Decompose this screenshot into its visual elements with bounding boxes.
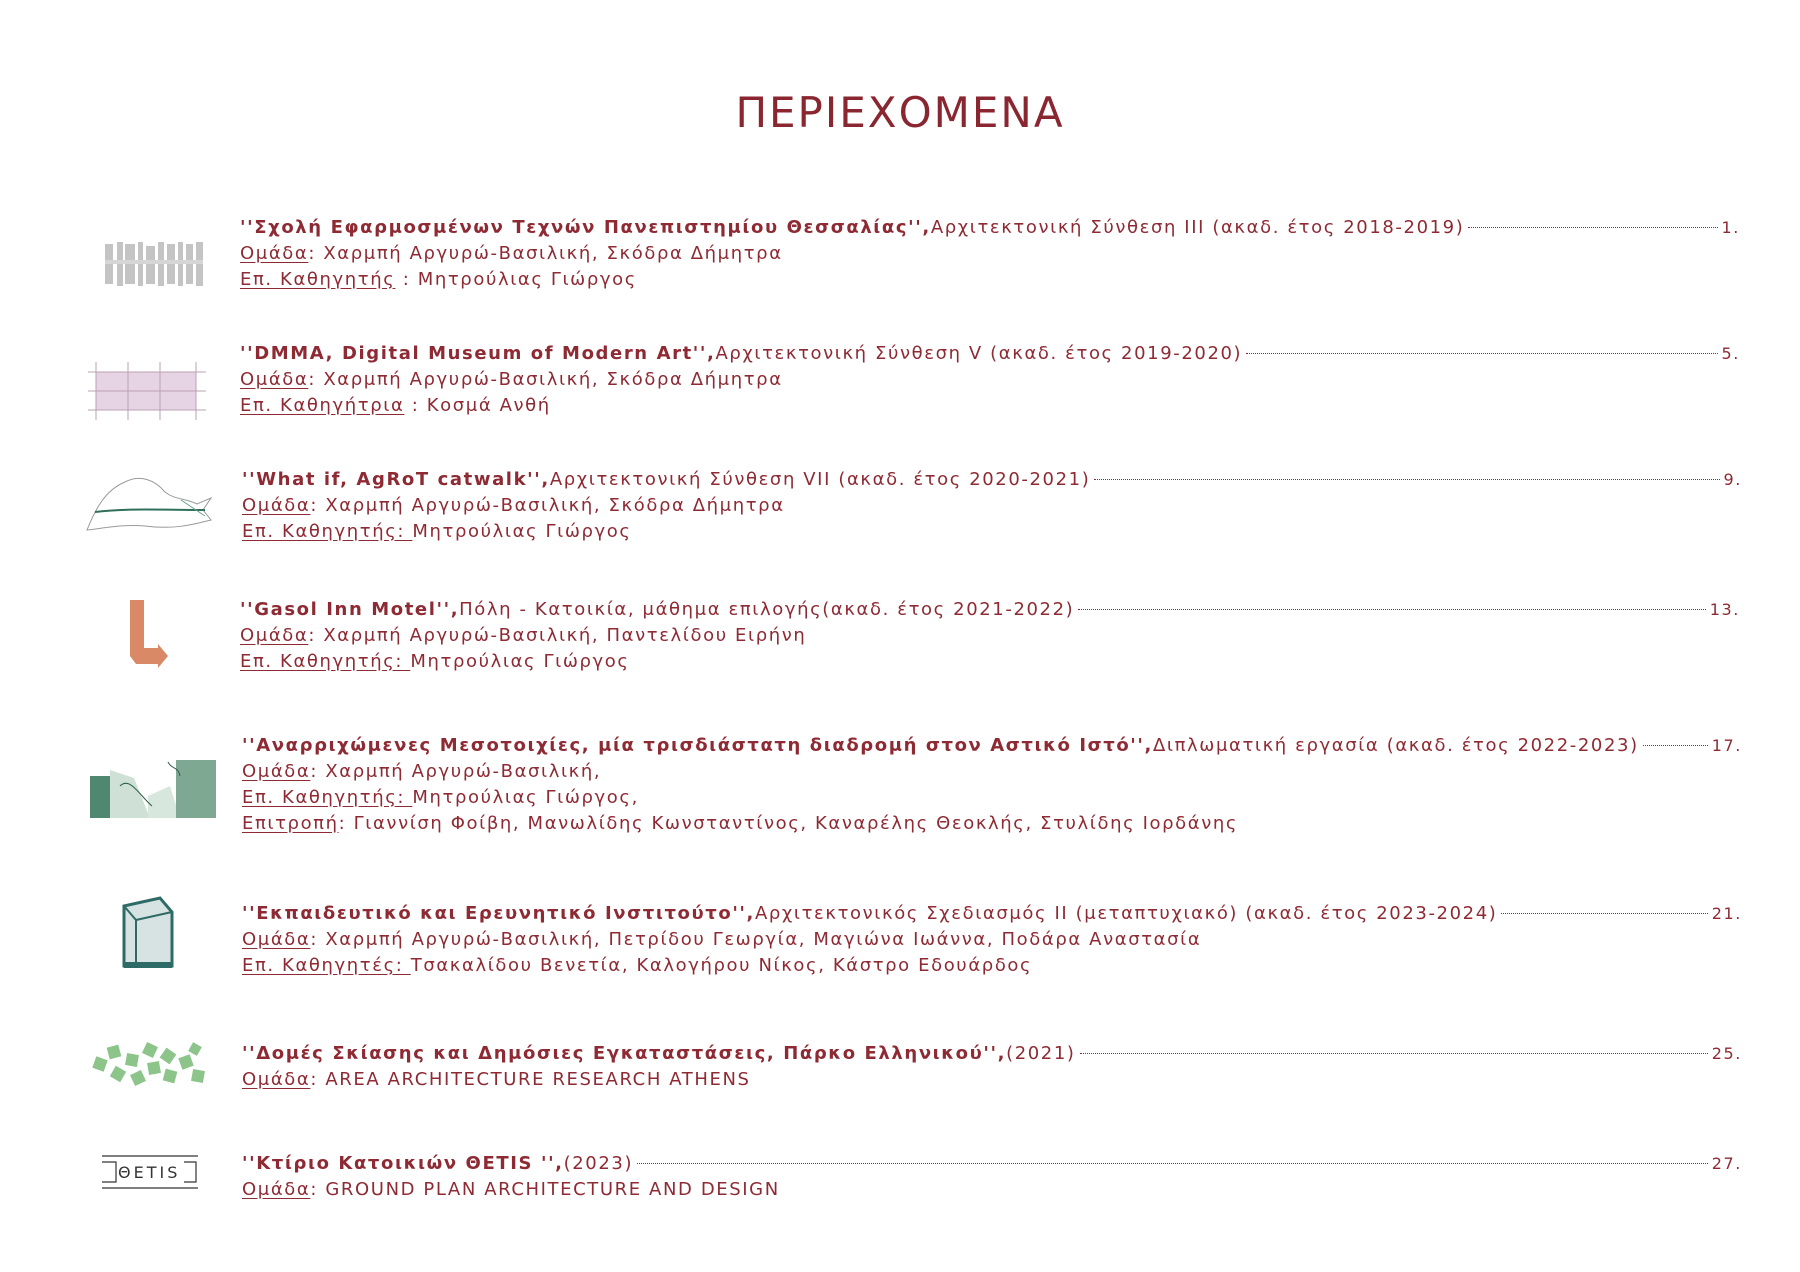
line-text: Τσακαλίδου Βενετία, Καλογήρου Νίκος, Κάστρο Εδουάρδος [410,955,1033,976]
line-text: Μητρούλιας Γιώργος [410,651,630,672]
line-label: Ομάδα [242,761,311,782]
team-line [240,241,1740,267]
line-text: AREA ARCHITECTURE RESEARCH ATHENS [325,1069,751,1090]
line-label: Ομάδα [240,243,309,264]
entry-heading [242,1041,1742,1067]
toc-entry[interactable] [240,215,1740,293]
line-label: Επ. Καθηγητής [240,269,396,290]
team-line [242,927,1742,953]
line-label: Επ. Καθηγητής: [240,651,411,672]
dotted-leader [1468,227,1717,228]
dotted-leader [1080,1053,1708,1054]
dotted-leader [1078,609,1705,610]
museum-grid-thumbnail [88,362,206,420]
toc-entry[interactable] [242,733,1742,837]
line-text: Χαρμπή Αργυρώ-Βασιλική, Παντελίδου Ειρήνη [323,625,807,646]
line-separator: : [310,1069,326,1090]
entry-description: Αρχιτεκτονική Σύνθεση V (ακαδ. έτος 2019-2020) [715,343,1243,364]
line-label: Ομάδα [242,495,311,516]
entry-page-number: 5. [1721,344,1740,363]
dotted-leader [1094,479,1719,480]
toc-entry[interactable] [240,597,1740,675]
line-separator: : [308,243,324,264]
line-text: Μητρούλιας Γιώργος, [412,787,639,808]
line-separator: : [404,395,427,416]
toc-entry[interactable] [242,1151,1742,1203]
entry-title: ''What if, AgRoT catwalk'', [242,469,550,490]
dotted-leader [1246,353,1717,354]
line-label: Επ. Καθηγήτρια [240,395,405,416]
professor-line [240,267,1740,293]
entry-page-number: 9. [1723,470,1742,489]
entry-description: Αρχιτεκτονικός Σχεδιασμός ΙΙ (μεταπτυχιακό) (ακαδ. έτος 2023-2024) [754,903,1498,924]
entry-description: (2023) [563,1153,634,1174]
toc-entry[interactable] [242,467,1742,545]
line-label: Ομάδα [242,1179,311,1200]
line-label: Επ. Καθηγητής: [242,521,413,542]
line-separator: : [395,269,418,290]
line-label: Ομάδα [240,625,309,646]
team-line [242,493,1742,519]
team-line [242,759,1742,785]
entry-title: ''Gasol Inn Motel'', [240,599,460,620]
entry-title: ''Σχολή Εφαρμοσμένων Τεχνών Πανεπιστημίου Θεσσαλίας'', [240,217,931,238]
team-line [240,367,1740,393]
line-label: Επ. Καθηγητής: [242,787,413,808]
line-separator: : [308,369,324,390]
entry-description: Πόλη - Κατοικία, μάθημα επιλογής(ακαδ. έτος 2021-2022) [459,599,1075,620]
toc-entry[interactable] [240,341,1740,419]
entry-description: Αρχιτεκτονική Σύνθεση VII (ακαδ. έτος 2020-2021) [549,469,1091,490]
entry-description: Διπλωματική εργασία (ακαδ. έτος 2022-2023) [1152,735,1639,756]
line-separator: : [310,929,326,950]
page-title: ΠΕΡΙΕΧΟΜΕΝΑ [735,88,1065,137]
team-line [240,623,1740,649]
thetis-logo-thumbnail [96,1150,202,1196]
shading-canopies-thumbnail [92,1040,208,1088]
committee-line [242,811,1742,837]
party-walls-thumbnail [90,756,216,818]
entry-heading [240,341,1740,367]
line-text: Χαρμπή Αργυρώ-Βασιλική, Σκόδρα Δήμητρα [325,495,785,516]
line-separator: : [308,625,324,646]
landscape-outline-thumbnail [85,470,215,536]
professor-line [240,649,1740,675]
toc-entry[interactable] [242,1041,1742,1093]
toc-entry[interactable] [242,901,1742,979]
entry-page-number: 21. [1711,904,1742,923]
entry-heading [242,901,1742,927]
entry-heading [242,467,1742,493]
dotted-leader [1501,913,1707,914]
entry-title: ''Κτίριο Κατοικιών ΘETIS '', [242,1153,564,1174]
line-text: Χαρμπή Αργυρώ-Βασιλική, Σκόδρα Δήμητρα [323,369,783,390]
line-label: Ομάδα [242,929,311,950]
team-line [242,1067,1742,1093]
line-separator: : [310,495,326,516]
line-label: Επιτροπή [242,813,339,834]
line-label: Ομάδα [242,1069,311,1090]
professor-line [242,519,1742,545]
barcode-facade-thumbnail [105,240,205,288]
entry-page-number: 27. [1711,1154,1742,1173]
entry-page-number: 17. [1711,736,1742,755]
professor-line [242,785,1742,811]
dotted-leader [1643,745,1708,746]
dotted-leader [637,1163,1708,1164]
line-text: Γιαννίση Φοίβη, Μανωλίδης Κωνσταντίνος, Καναρέλης Θεοκλής, Στυλίδης Ιορδάνης [353,813,1239,834]
entry-page-number: 13. [1709,600,1740,619]
professor-line [240,393,1740,419]
entry-heading [240,215,1740,241]
entry-heading [242,1151,1742,1177]
entry-title: ''DMMA, Digital Museum of Modern Art'', [240,343,716,364]
entry-page-number: 25. [1711,1044,1742,1063]
line-text: GROUND PLAN ARCHITECTURE AND DESIGN [325,1179,780,1200]
line-text: Χαρμπή Αργυρώ-Βασιλική, Πετρίδου Γεωργία, Μαγιώνα Ιωάννα, Ποδάρα Αναστασία [325,929,1202,950]
entry-description: (2021) [1006,1043,1076,1064]
line-separator: : [310,1179,326,1200]
entry-heading [242,733,1742,759]
line-label: Ομάδα [240,369,309,390]
line-text: Μητρούλιας Γιώργος [412,521,632,542]
line-text: Κοσμά Ανθή [426,395,551,416]
line-text: Χαρμπή Αργυρώ-Βασιλική, [325,761,602,782]
thetis-logo-text: ΘETIS [118,1163,181,1182]
line-separator: : [310,761,326,782]
motel-l-shape-thumbnail [128,600,170,670]
entry-heading [240,597,1740,623]
line-separator: : [338,813,354,834]
line-text: Χαρμπή Αργυρώ-Βασιλική, Σκόδρα Δήμητρα [323,243,783,264]
entry-title: ''Εκπαιδευτικό και Ερευνητικό Ινστιτούτο'', [242,903,755,924]
entry-title: ''Δομές Σκίασης και Δημόσιες Εγκαταστάσεις, Πάρκο Ελληνικού'', [242,1043,1007,1064]
entry-description: Αρχιτεκτονική Σύνθεση ΙΙΙ (ακαδ. έτος 2018-2019) [930,217,1465,238]
team-line [242,1177,1742,1203]
institute-prism-thumbnail [120,896,176,972]
line-label: Επ. Καθηγητές: [242,955,411,976]
entry-title: ''Αναρριχώμενες Μεσοτοιχίες, μία τρισδιάστατη διαδρομή στον Αστικό Ιστό'', [242,735,1153,756]
line-text: Μητρούλιας Γιώργος [417,269,637,290]
professor-line [242,953,1742,979]
entry-page-number: 1. [1721,218,1740,237]
